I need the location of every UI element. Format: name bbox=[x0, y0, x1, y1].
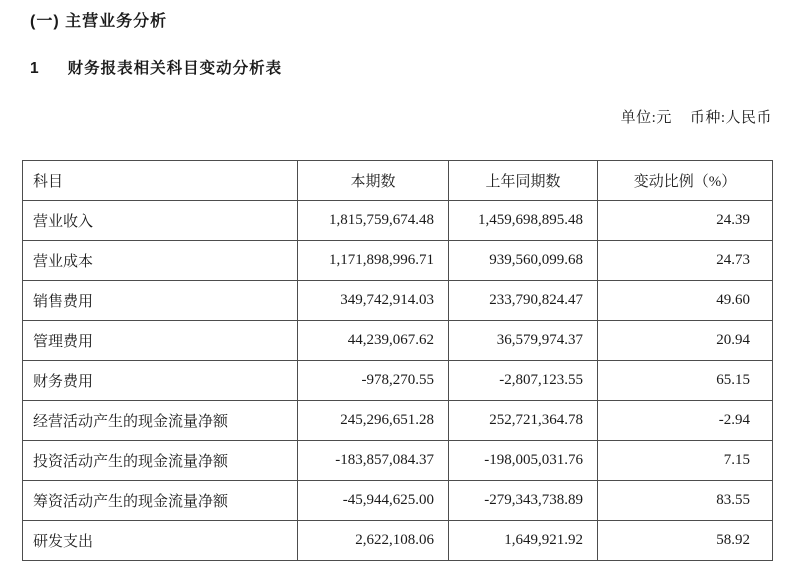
change-ratio-cell: 58.92 bbox=[598, 521, 773, 561]
currency-label: 币种:人民币 bbox=[689, 110, 772, 126]
account-cell: 管理费用 bbox=[23, 321, 298, 361]
current-period-cell: -978,270.55 bbox=[298, 361, 449, 401]
current-period-cell: 1,171,898,996.71 bbox=[298, 241, 449, 281]
account-cell: 营业收入 bbox=[23, 201, 298, 241]
table-row bbox=[23, 481, 773, 521]
table-header-row bbox=[23, 161, 773, 201]
prior-period-cell: -2,807,123.55 bbox=[449, 361, 598, 401]
account-cell: 财务费用 bbox=[23, 361, 298, 401]
current-period-cell: 1,815,759,674.48 bbox=[298, 201, 449, 241]
change-ratio-cell: 24.39 bbox=[598, 201, 773, 241]
prior-period-cell: 36,579,974.37 bbox=[449, 321, 598, 361]
column-header-2: 上年同期数 bbox=[449, 161, 598, 201]
table-row bbox=[23, 441, 773, 481]
financial-change-table bbox=[22, 160, 773, 561]
column-header-1: 本期数 bbox=[298, 161, 449, 201]
prior-period-cell: 939,560,099.68 bbox=[449, 241, 598, 281]
current-period-cell: 44,239,067.62 bbox=[298, 321, 449, 361]
account-cell: 销售费用 bbox=[23, 281, 298, 321]
account-cell: 投资活动产生的现金流量净额 bbox=[23, 441, 298, 481]
table-row bbox=[23, 201, 773, 241]
change-ratio-cell: 49.60 bbox=[598, 281, 773, 321]
table-body bbox=[23, 201, 773, 561]
table-row bbox=[23, 401, 773, 441]
current-period-cell: 2,622,108.06 bbox=[298, 521, 449, 561]
prior-period-cell: 1,649,921.92 bbox=[449, 521, 598, 561]
account-cell: 经营活动产生的现金流量净额 bbox=[23, 401, 298, 441]
table-row bbox=[23, 241, 773, 281]
subsection-title: 财务报表相关科目变动分析表 bbox=[67, 60, 283, 77]
current-period-cell: -183,857,084.37 bbox=[298, 441, 449, 481]
account-cell: 营业成本 bbox=[23, 241, 298, 281]
table-row bbox=[23, 321, 773, 361]
change-ratio-cell: 83.55 bbox=[598, 481, 773, 521]
subsection-number: 1 bbox=[30, 60, 40, 77]
change-ratio-cell: 20.94 bbox=[598, 321, 773, 361]
account-cell: 研发支出 bbox=[23, 521, 298, 561]
table-row bbox=[23, 361, 773, 401]
prior-period-cell: 233,790,824.47 bbox=[449, 281, 598, 321]
account-cell: 筹资活动产生的现金流量净额 bbox=[23, 481, 298, 521]
prior-period-cell: -279,343,738.89 bbox=[449, 481, 598, 521]
section-heading: (一) 主营业务分析 bbox=[30, 13, 168, 30]
change-ratio-cell: 65.15 bbox=[598, 361, 773, 401]
column-header-3: 变动比例（%） bbox=[598, 161, 773, 201]
unit-label: 单位:元 bbox=[620, 110, 672, 126]
change-ratio-cell: 7.15 bbox=[598, 441, 773, 481]
column-header-0: 科目 bbox=[23, 161, 298, 201]
current-period-cell: 349,742,914.03 bbox=[298, 281, 449, 321]
prior-period-cell: 1,459,698,895.48 bbox=[449, 201, 598, 241]
current-period-cell: 245,296,651.28 bbox=[298, 401, 449, 441]
prior-period-cell: -198,005,031.76 bbox=[449, 441, 598, 481]
change-ratio-cell: 24.73 bbox=[598, 241, 773, 281]
subsection-heading bbox=[30, 56, 282, 78]
unit-note bbox=[621, 106, 772, 127]
prior-period-cell: 252,721,364.78 bbox=[449, 401, 598, 441]
current-period-cell: -45,944,625.00 bbox=[298, 481, 449, 521]
table-row bbox=[23, 281, 773, 321]
table-row bbox=[23, 521, 773, 561]
change-ratio-cell: -2.94 bbox=[598, 401, 773, 441]
